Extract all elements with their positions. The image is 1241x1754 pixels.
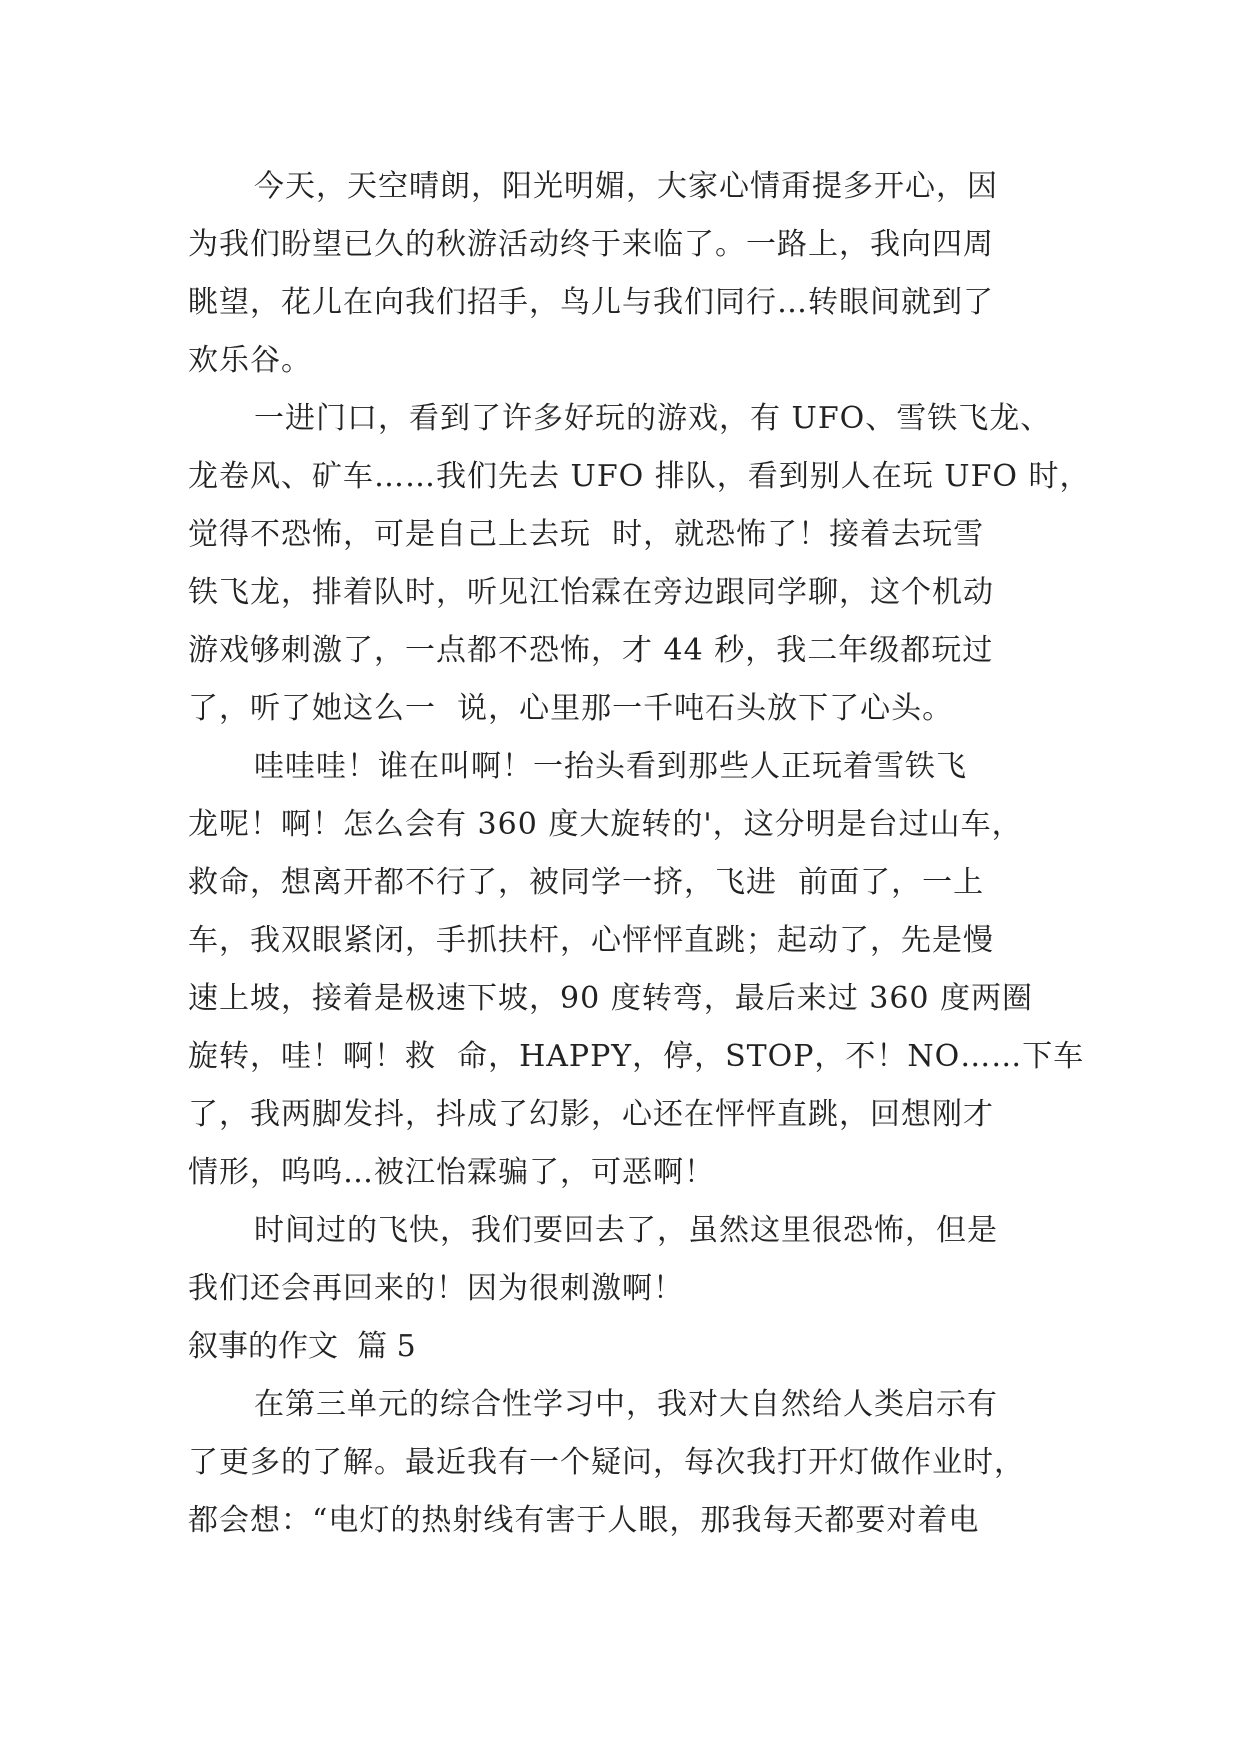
text-line: 救命，想离开都不行了，被同学一挤，飞进 前面了，一上 — [188, 865, 985, 900]
text-line: 在第三单元的综合性学习中，我对大自然给人类启示有 — [254, 1387, 998, 1422]
document-body — [188, 158, 1091, 1550]
text-line: 欢乐谷。 — [188, 343, 312, 378]
paragraph-section5-intro — [188, 1376, 1048, 1550]
text-line: 都会想：“电灯的热射线有害于人眼，那我每天都要对着电 — [188, 1503, 980, 1538]
text-line: 为我们盼望已久的秋游活动终于来临了。一路上，我向四周 — [188, 227, 994, 262]
text-line: 铁飞龙，排着队时，听见江怡霖在旁边跟同学聊，这个机动 — [188, 575, 994, 610]
paragraph-conclusion — [188, 1202, 1048, 1318]
text-line: 龙卷风、矿车……我们先去 UFO 排队，看到别人在玩 UFO 时， — [188, 459, 1091, 494]
paragraph-entrance-ufo — [188, 390, 1091, 738]
text-line: 我们还会再回来的！因为很刺激啊！ — [188, 1271, 684, 1306]
text-line: 时间过的飞快，我们要回去了，虽然这里很恐怖，但是 — [254, 1213, 998, 1248]
text-line: 旋转，哇！啊！救 命，HAPPY，停，STOP，不！NO……下车 — [188, 1039, 1085, 1074]
text-line: 了，听了她这么一 说，心里那一千吨石头放下了心头。 — [188, 691, 954, 726]
paragraph-roller-coaster — [188, 738, 1085, 1202]
text-line: 了，我两脚发抖，抖成了幻影，心还在怦怦直跳，回想刚才 — [188, 1097, 994, 1132]
text-line: 哇哇哇！谁在叫啊！一抬头看到那些人正玩着雪铁飞 — [254, 749, 967, 784]
text-line: 游戏够刺激了，一点都不恐怖，才 44 秒，我二年级都玩过 — [188, 633, 994, 668]
text-line: 车，我双眼紧闭，手抓扶杆，心怦怦直跳；起动了，先是慢 — [188, 923, 994, 958]
text-line: 情形，呜呜…被江怡霖骗了，可恶啊！ — [188, 1155, 715, 1190]
text-line: 速上坡，接着是极速下坡，90 度转弯，最后来过 360 度两圈 — [188, 981, 1034, 1016]
section-title: 叙事的作文 篇 5 — [188, 1329, 416, 1364]
text-line: 龙呢！啊！怎么会有 360 度大旋转的'，这分明是台过山车， — [188, 807, 1023, 842]
text-line: 眺望，花儿在向我们招手，鸟儿与我们同行…转眼间就到了 — [188, 285, 994, 320]
text-line: 觉得不恐怖，可是自己上去玩 时，就恐怖了！接着去玩雪 — [188, 517, 985, 552]
text-line: 了更多的了解。最近我有一个疑问，每次我打开灯做作业时， — [188, 1445, 1025, 1480]
text-line: 一进门口，看到了许多好玩的游戏，有 UFO、雪铁飞龙、 — [254, 401, 1052, 436]
paragraph-autumn-trip-intro — [188, 158, 1048, 390]
text-line: 今天，天空晴朗，阳光明媚，大家心情甭提多开心，因 — [254, 169, 998, 204]
